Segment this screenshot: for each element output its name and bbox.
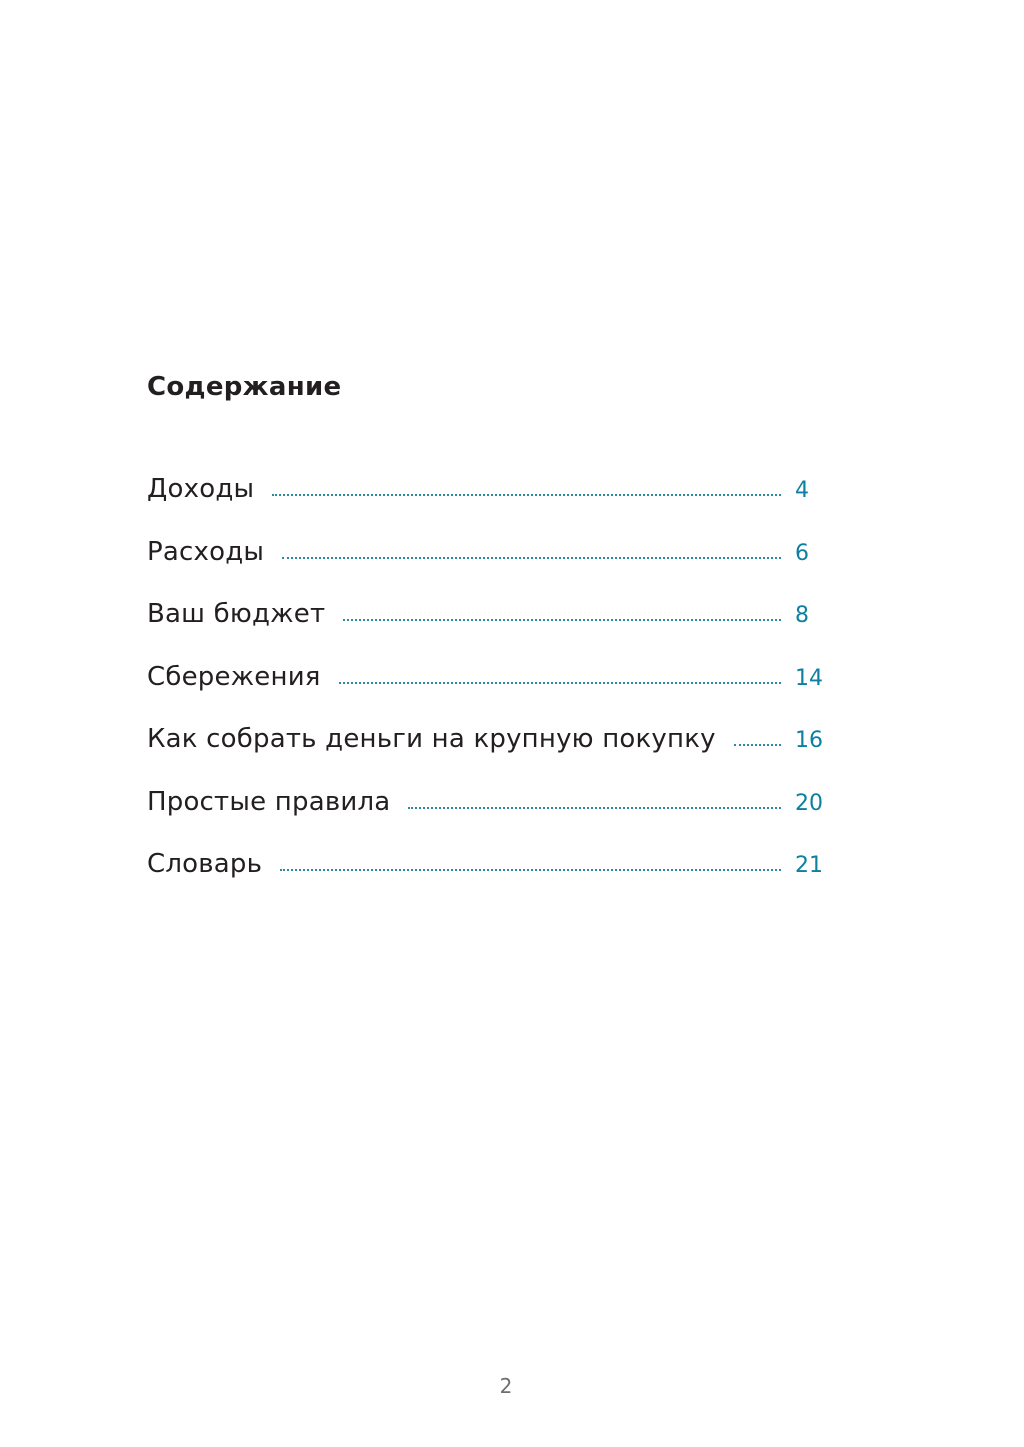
dotted-leader	[734, 744, 781, 746]
toc-entry-label: Ваш бюджет	[147, 599, 326, 629]
dotted-leader	[408, 807, 781, 809]
toc-entry-page: 20	[795, 790, 823, 816]
toc-entry-label: Расходы	[147, 536, 265, 567]
dotted-leader	[282, 557, 781, 559]
toc-entry-expenses[interactable]	[147, 537, 847, 600]
toc-entry-page: 14	[795, 665, 823, 691]
toc-entry-glossary[interactable]	[147, 849, 847, 912]
toc-entry-label: Простые правила	[147, 786, 391, 817]
toc-entry-page: 6	[795, 540, 809, 566]
toc-entry-savings[interactable]	[147, 662, 847, 725]
table-of-contents	[147, 474, 847, 912]
dotted-leader	[343, 619, 781, 621]
toc-entry-big-purchase[interactable]	[147, 724, 847, 787]
toc-entry-budget[interactable]	[147, 599, 847, 662]
toc-entry-label: Сбережения	[147, 661, 321, 692]
page-number: 2	[499, 1374, 513, 1398]
dotted-leader	[339, 682, 781, 684]
dotted-leader	[272, 494, 781, 496]
toc-entry-label: Словарь	[147, 849, 263, 879]
toc-entry-page: 16	[795, 728, 823, 753]
toc-entry-page: 4	[795, 478, 809, 503]
toc-entry-label: Как собрать деньги на крупную покупку	[147, 724, 716, 754]
dotted-leader	[280, 869, 781, 871]
toc-entry-page: 21	[795, 853, 823, 878]
toc-entry-simple-rules[interactable]	[147, 787, 847, 850]
toc-entry-page: 8	[795, 603, 809, 628]
toc-entry-income[interactable]	[147, 474, 847, 537]
toc-entry-label: Доходы	[147, 474, 255, 504]
toc-title: Содержание	[147, 372, 342, 402]
